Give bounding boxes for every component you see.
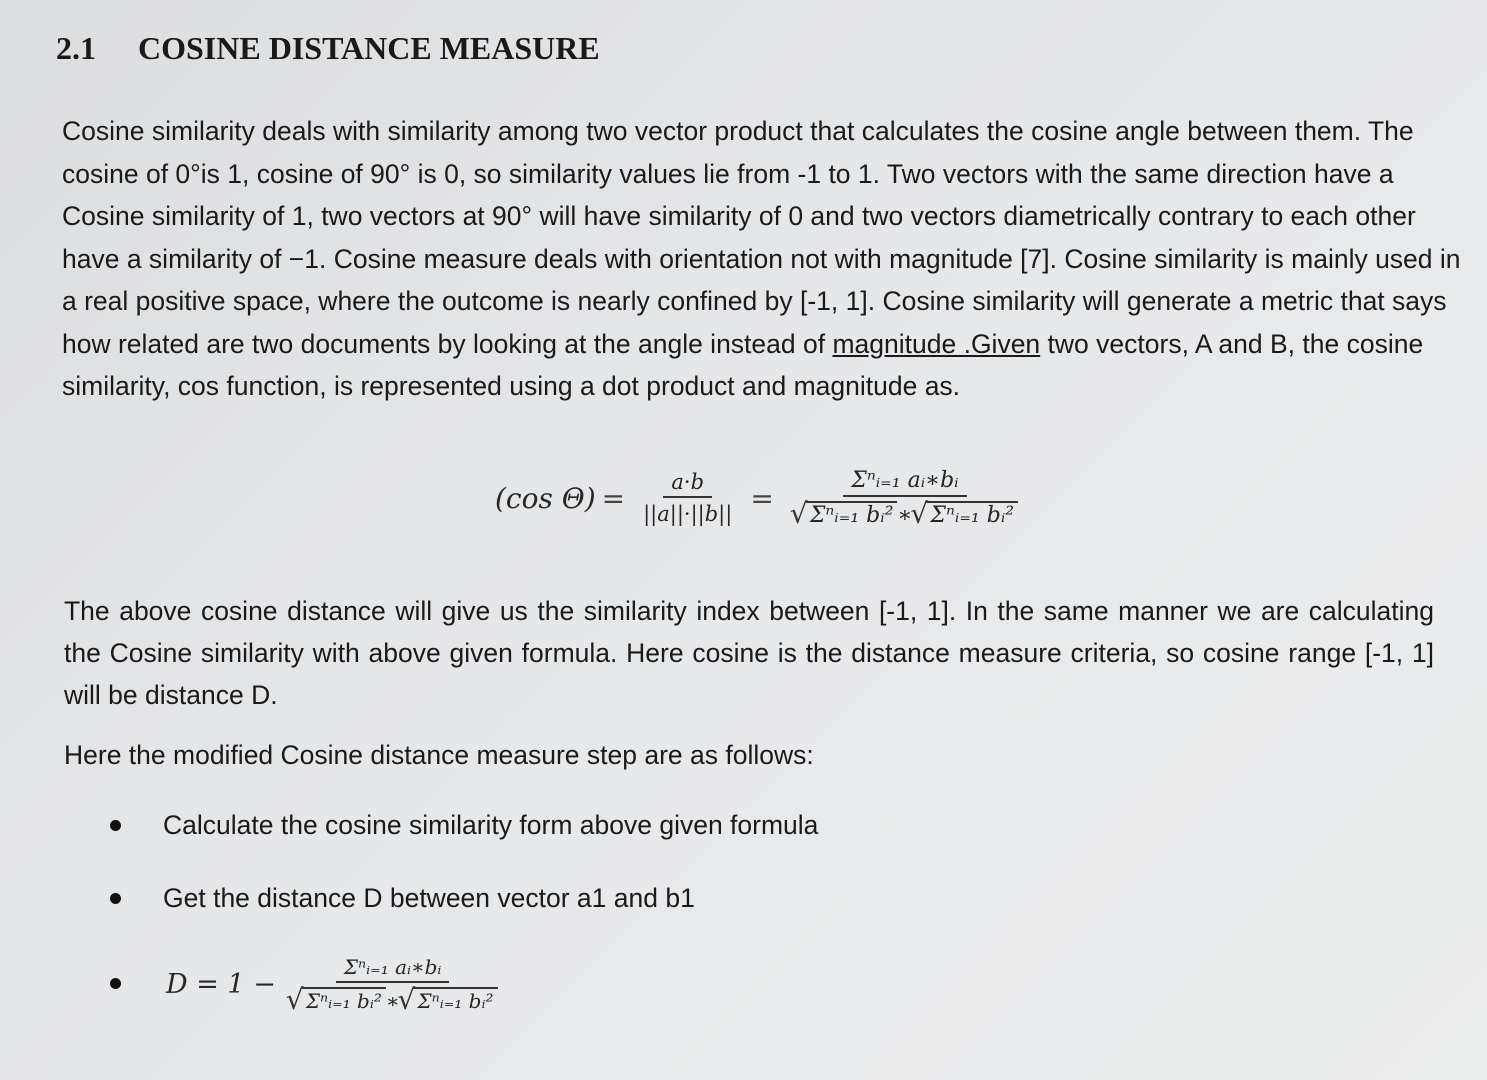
intro-underlined-text: magnitude .Given <box>832 328 1041 359</box>
summation-denominator <box>792 497 1018 528</box>
distance-equation <box>166 955 510 1013</box>
distance-times-sign: ∗ <box>385 989 400 1013</box>
cosine-equation <box>495 468 1030 528</box>
list-item <box>110 810 818 841</box>
times-sign: ∗ <box>897 503 913 528</box>
distance-sqrt-a: √ Σⁿᵢ₌₁ bᵢ² <box>302 987 386 1013</box>
summation-numerator: Σⁿᵢ₌₁ aᵢ∗bᵢ <box>843 468 966 497</box>
equals-sign-1: = <box>601 481 626 515</box>
equals-sign-2: = <box>750 481 774 515</box>
sqrt-term-b: √ Σⁿᵢ₌₁ bᵢ² <box>926 501 1018 528</box>
dot-product-numerator: a·b <box>663 470 712 498</box>
sqrt-term-a: √ Σⁿᵢ₌₁ bᵢ² <box>806 501 898 528</box>
list-item-text: Calculate the cosine similarity form above given formula <box>163 810 819 840</box>
magnitude-denominator: ||a||·||b|| <box>643 502 733 526</box>
intro-text-b: two vectors, A and B, the cosine similarity, cos function, is represented using a dot product and magnitude as. <box>62 328 1424 401</box>
steps-intro: Here the modified Cosine distance measure step are as follows: <box>64 740 814 770</box>
bullet-icon <box>110 820 121 831</box>
dot-product-fraction <box>643 470 732 526</box>
distance-numerator: Σⁿᵢ₌₁ aᵢ∗bᵢ <box>336 955 450 983</box>
list-item <box>110 883 695 914</box>
section-heading <box>56 30 600 67</box>
distance-lhs: D = 1 − <box>166 968 276 1000</box>
section-title: COSINE DISTANCE MEASURE <box>138 30 600 66</box>
list-item-text: Get the distance D between vector a1 and b1 <box>163 883 695 913</box>
list-item <box>110 978 163 989</box>
intro-paragraph <box>62 110 1462 408</box>
distance-sqrt-b: √ Σⁿᵢ₌₁ bᵢ² <box>413 987 497 1013</box>
summation-fraction <box>792 468 1018 528</box>
distance-denominator <box>288 983 498 1013</box>
bullet-icon <box>110 978 121 989</box>
distance-fraction <box>288 955 498 1013</box>
bullet-icon <box>110 893 121 904</box>
intro-text-a: Cosine similarity deals with similarity among two vector product that calculates the cosine angle between them. The cosine of 0°is 1, cosine of 90° is 0, so similarity values lie from -1 to 1. Two vectors with the same direction have a Cosine similarity of 1, two vectors at 90° will have similarity of 0 and two vectors diametrically contrary to each other have a similarity of −1. Cosine measure deals with orientation not with magnitude [7]. Cosine similarity is mainly used in a real positive space, where the outcome is nearly confined by [-1, 1]. Cosine similarity will generate a metric that says how related are two documents by looking at the angle instead of <box>62 116 1461 359</box>
equation-lhs: (cos Θ) <box>495 481 596 515</box>
section-number: 2.1 <box>56 30 96 66</box>
explanation-paragraph: The above cosine distance will give us the similarity index between [-1, 1]. In the same manner we are calculating the Cosine similarity with above given formula. Here cosine is the distance measure criteria, so cosine range [-1, 1] will be distance D. <box>64 596 1434 710</box>
